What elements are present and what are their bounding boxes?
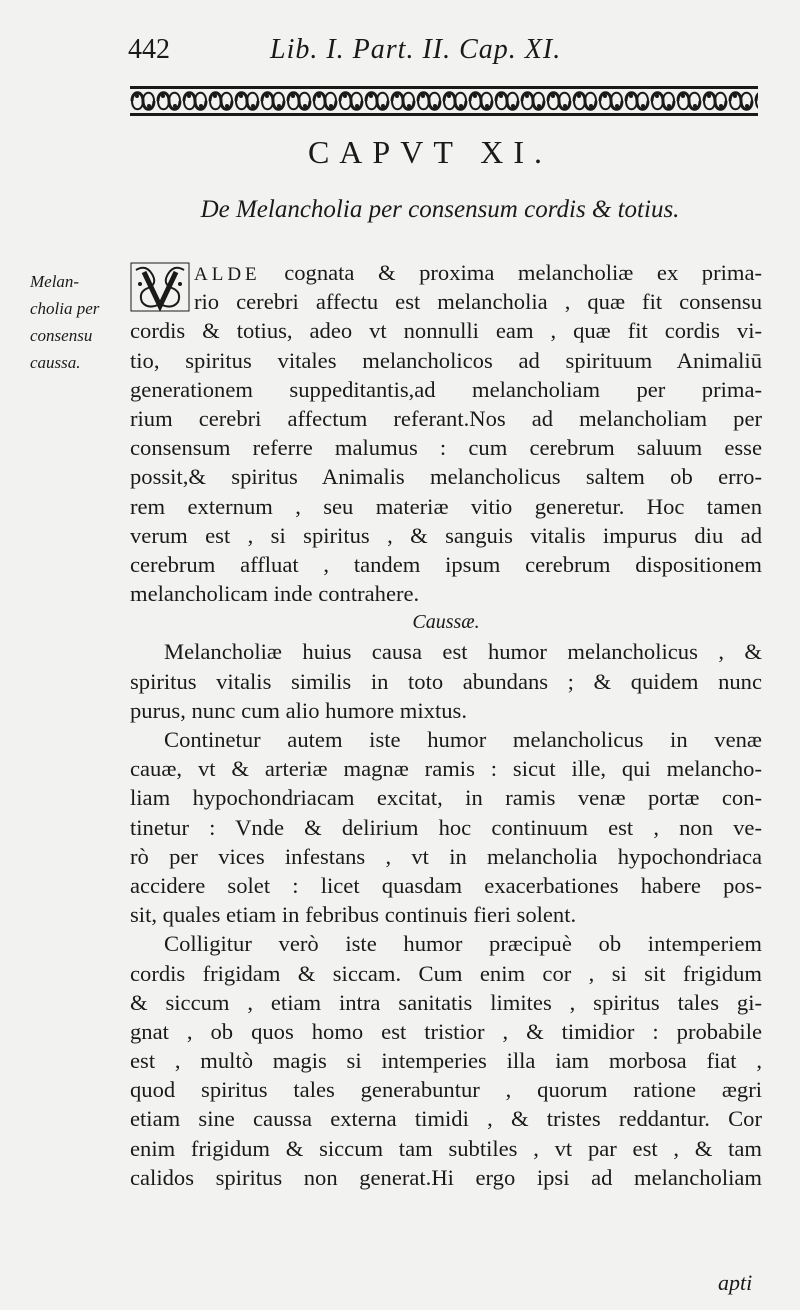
text-line: cognata & proxima melancholiæ ex prima- <box>284 260 762 285</box>
main-text <box>130 258 762 1192</box>
margin-note-line: caussa. <box>30 353 81 372</box>
text-line: & siccum , etiam intra sanitatis limites , spiritus tales gi- <box>130 989 762 1015</box>
text-line: purus, nunc cum alio humore mixtus. <box>130 697 467 723</box>
text-line: calidos spiritus non generat.Hi ergo ipsi ad melancholiam <box>130 1164 762 1190</box>
paragraph-4 <box>130 929 762 1192</box>
page-number: 442 <box>128 34 170 65</box>
text-line: Colligitur verò iste humor præcipuè ob intemperiem <box>164 931 762 957</box>
text-line: melancholicam inde contrahere. <box>130 581 420 607</box>
text-line: accidere solet : licet quasdam exacerbationes habere pos- <box>130 872 762 898</box>
text-line: rio cerebri affectu est melancholia , quæ fit consensu <box>194 289 762 315</box>
paragraph-2 <box>130 637 762 725</box>
text-line: enim frigidum & siccum tam subtiles , vt par est , & tam <box>130 1135 762 1161</box>
text-line: cordis frigidam & siccam. Cum enim cor , si sit frigidum <box>130 960 762 986</box>
text-line: cauæ, vt & arteriæ magnæ ramis : sicut ille, qui melancho- <box>130 756 762 782</box>
text-line: rò per vices infestans , vt in melancholia hypochondriaca <box>130 843 762 869</box>
margin-note-line: consensu <box>30 326 93 345</box>
chapter-title: CAPVT XI. <box>307 134 553 170</box>
running-title: Lib. I. Part. II. Cap. XI. <box>270 34 562 65</box>
margin-note-line: cholia per <box>30 299 100 318</box>
text-line: spiritus vitalis similis in toto abundans ; & quidem nunc <box>130 668 762 694</box>
text-line: possit,& spiritus Animalis melancholicus saltem ob erro- <box>130 464 762 490</box>
section-heading: Caussæ. <box>412 611 480 634</box>
text-line: cordis & totius, adeo vt nonnulli eam , quæ fit cordis vi- <box>130 318 762 344</box>
text-line: gnat , ob quos homo est tristior , & timidior : probabile <box>130 1018 762 1044</box>
text-line: tio, spiritus vitales melancholicos ad spirituum Animaliū <box>130 347 762 373</box>
text-line: Melancholiæ huius causa est humor melancholicus , & <box>164 639 762 665</box>
text-line: rium cerebri affectum referant.Nos ad melancholiam per <box>130 405 762 431</box>
text-line: verum est , si spiritus , & sanguis vitalis impurus diu ad <box>130 522 762 548</box>
text-line: generationem suppeditantis,ad melancholiam per prima- <box>130 376 762 402</box>
ornament-band <box>130 86 758 116</box>
decorated-initial-v <box>130 262 190 312</box>
dropcap-continuation: ALDE <box>194 264 261 285</box>
text-line: liam hypochondriacam excitat, in ramis venæ portæ con- <box>130 785 762 811</box>
text-line: sit, quales etiam in febribus continuis fieri solent. <box>130 902 577 928</box>
paragraph-1 <box>130 258 762 608</box>
text-line: Continetur autem iste humor melancholicus in venæ <box>164 727 762 752</box>
catchword: apti <box>718 1270 753 1295</box>
text-line: cerebrum affluat , tandem ipsum cerebrum dispositionem <box>130 551 762 577</box>
text-line: tinetur : Vnde & delirium hoc continuum est , non ve- <box>130 814 762 840</box>
margin-note <box>30 268 130 376</box>
text-line: rem externum , seu materiæ vitio generetur. Hoc tamen <box>130 493 762 519</box>
margin-note-line: Melan- <box>30 272 80 291</box>
text-line: est , multò magis si intemperies illa iam morbosa fiat , <box>130 1048 762 1074</box>
paragraph-3 <box>130 725 762 929</box>
text-line: etiam sine caussa externa timidi , & tristes reddantur. Cor <box>130 1106 762 1132</box>
text-line: quod spiritus tales generabuntur , quorum ratione ægri <box>130 1077 762 1103</box>
chapter-subtitle: De Melancholia per consensum cordis & totius. <box>200 196 680 223</box>
text-line: consensum referre malumus : cum cerebrum saluum esse <box>130 435 762 461</box>
running-header <box>128 34 688 74</box>
